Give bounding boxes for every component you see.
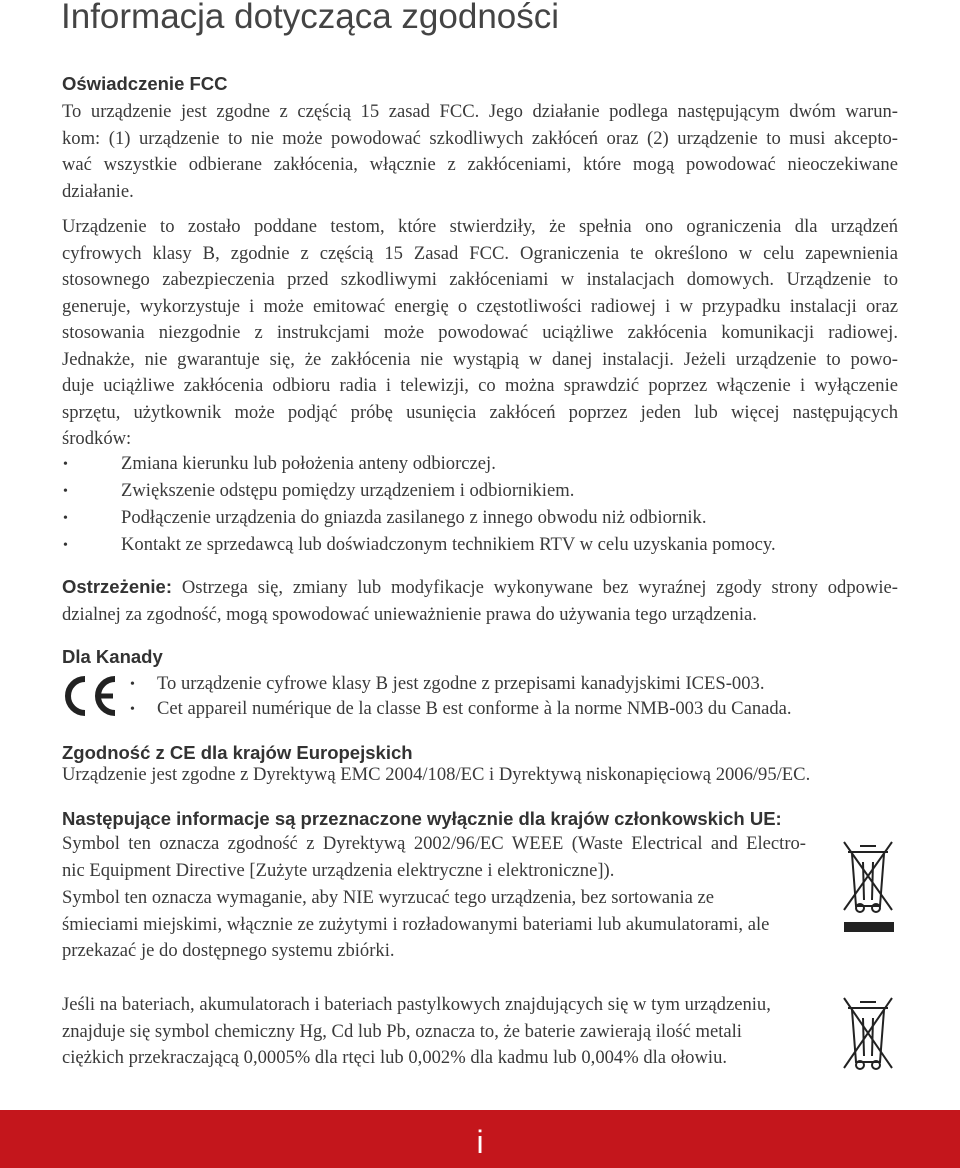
text-line: generuje, wykorzystuje i może emitować energię o częstotliwości radiowej i w przypadku instalacji oraz [62, 295, 898, 317]
bullet-icon: • [63, 484, 68, 499]
fcc-paragraph-1 [62, 99, 898, 205]
page-number: i [476, 1124, 484, 1160]
text-line: wać wszystkie odbierane zakłócenia, włącznie z zakłóceniami, które mogą powodować nieoczekiwane [62, 154, 898, 175]
eu-heading: Następujące informacje są przeznaczone wyłącznie dla krajów członkowskich UE: [62, 808, 782, 829]
text-line: przekazać je do dostępnego systemu zbiórki. [62, 940, 395, 961]
text-line: środków: [62, 428, 132, 449]
text-line: kom: (1) urządzenie to nie może powodować szkodliwych zakłóceń oraz (2) urządzenie to musi akcepto- [62, 127, 898, 149]
bullet-icon: • [130, 677, 135, 692]
eu-paragraph-1 [62, 831, 806, 884]
fcc-paragraph-2 [62, 214, 898, 453]
text-line: Jednakże, nie gwarantuje się, że zakłócenia nie wystąpią w danej instalacji. Jeżeli urządzenie to powo- [62, 348, 898, 370]
battery-bin-icon [838, 994, 898, 1076]
list-item: To urządzenie cyfrowe klasy B jest zgodne z przepisami kanadyjskimi ICES-003. [157, 673, 765, 694]
text-line: śmieciami miejskimi, włącznie ze zużytymi i rozładowanymi bateriami lub akumulatorami, ale [62, 913, 770, 935]
text-line: cyfrowych klasy B, zgodnie z częścią 15 Zasad FCC. Ograniczenia te określono w celu zapewnienia [62, 242, 898, 264]
bullet-icon: • [63, 538, 68, 553]
list-item: Podłączenie urządzenia do gniazda zasilanego z innego obwodu niż odbiornik. [121, 507, 707, 528]
bullet-icon: • [130, 702, 135, 717]
list-item: Zwiększenie odstępu pomiędzy urządzeniem i odbiornikiem. [121, 480, 575, 501]
text-line: To urządzenie jest zgodne z częścią 15 zasad FCC. Jego działanie podlega następującym dwóm warun- [62, 101, 898, 122]
text-line: ciężkich przekraczającą 0,0005% dla rtęci lub 0,002% dla kadmu lub 0,004% dla ołowiu. [62, 1047, 728, 1068]
text-line: działanie. [62, 180, 134, 202]
warning-label: Ostrzeżenie: [62, 576, 173, 597]
ce-mark-icon [58, 673, 120, 719]
text-line: duje uciążliwe zakłócenia odbioru radia i telewizji, co można sprawdzić poprzez włączenie i wyłączenie [62, 375, 898, 396]
text-line: sprzętu, użytkownik może podjąć próbę usunięcia zakłóceń poprzez jeden lub więcej następujących [62, 401, 898, 423]
warning-text: Ostrzega się, zmiany lub modyfikacje wykonywane bez wyraźnej zgody strony odpowie- [181, 577, 898, 598]
text-line: nic Equipment Directive [Zużyte urządzenia elektryczne i elektroniczne]). [62, 859, 615, 881]
text-line: stosowania niezgodnie z instrukcjami może powodować uciążliwe zakłócenia komunikacji radiowej. [62, 322, 898, 343]
canada-heading: Dla Kanady [62, 646, 163, 667]
list-item: Kontakt ze sprzedawcą lub doświadczonym technikiem RTV w celu uzyskania pomocy. [121, 534, 776, 555]
warning-line [62, 574, 898, 602]
fcc-heading: Oświadczenie FCC [62, 73, 228, 94]
ce-heading: Zgodność z CE dla krajów Europejskich [62, 742, 413, 763]
warning-paragraph [62, 574, 898, 628]
bullet-icon: • [63, 511, 68, 526]
page-title: Informacja dotycząca zgodności [61, 0, 560, 36]
text-line: Jeśli na bateriach, akumulatorach i bateriach pastylkowych znajdujących się w tym urządzeniu, [62, 994, 771, 1015]
bullet-icon: • [63, 457, 68, 472]
text-line: Urządzenie to zostało poddane testom, które stwierdziły, że spełnia ono ograniczenia dla urządzeń [62, 216, 898, 237]
text-line: znajduje się symbol chemiczny Hg, Cd lub Pb, oznacza to, że baterie zawierają ilość metali [62, 1020, 742, 1042]
ce-text: Urządzenie jest zgodne z Dyrektywą EMC 2004/108/EC i Dyrektywą niskonapięciową 2006/95/EC. [62, 764, 811, 785]
text-line: stosownego zabezpieczenia przed szkodliwymi zakłóceniami w instalacjach domowych. Urządzenie to [62, 269, 898, 290]
text-line: Symbol ten oznacza zgodność z Dyrektywą 2002/96/EC WEEE (Waste Electrical and Electro- [62, 833, 806, 854]
list-item: Cet appareil numérique de la classe B est conforme à la norme NMB-003 du Canada. [157, 698, 792, 719]
eu-paragraph-2 [62, 885, 832, 965]
eu-paragraph-3 [62, 992, 832, 1072]
list-item: Zmiana kierunku lub położenia anteny odbiorczej. [121, 453, 496, 474]
text-line: Symbol ten oznacza wymaganie, aby NIE wyrzucać tego urządzenia, bez sortowania ze [62, 887, 715, 908]
weee-bin-icon [838, 838, 898, 934]
text-line: dzialnej za zgodność, mogą spowodować unieważnienie prawa do używania tego urządzenia. [62, 603, 757, 625]
